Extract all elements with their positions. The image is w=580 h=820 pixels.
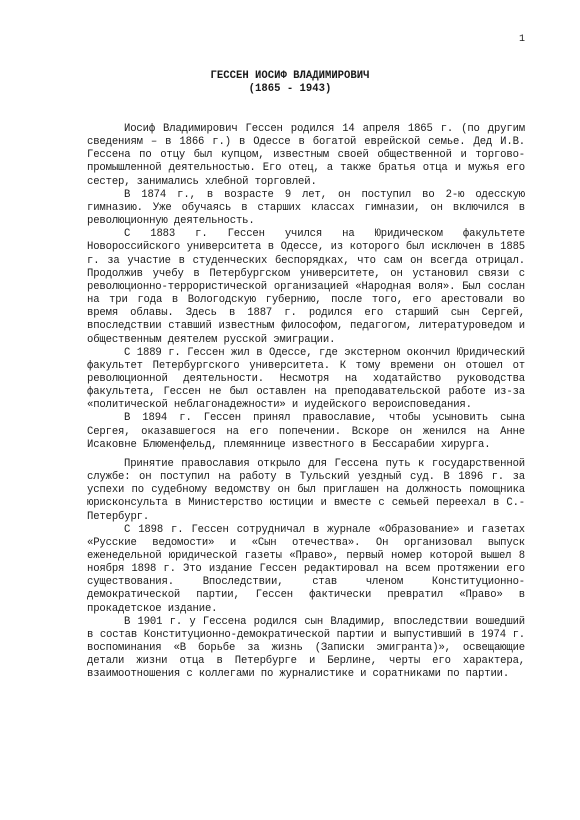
paragraph-2: В 1874 г., в возрасте 9 лет, он поступил во 2-ю одесскую гимназию. Уже обучаясь в старших классах гимназии, он включился в революционную деятельность. [87,188,525,228]
paragraph-1: Иосиф Владимирович Гессен родился 14 апреля 1865 г. (по другим сведениям – в 1866 г.) в Одессе в богатой еврейской семье. Дед И.В. Гессена по отцу был купцом, известным своей общественной и торгово-промышленной деятельностью. Его отец, а также братья отца и мужья его сестер, занимались хлебной торговлей. [87,123,525,188]
paragraph-4: С 1889 г. Гессен жил в Одессе, где экстерном окончил Юридический факультет Петербургского университета. К тому времени он отошел от революционной деятельности. Несмотря на ходатайство руководства факультета, Гессен не был оставлен на преподавательской работе из-за «политической неблагонадежности» и иудейского вероисповедания. [87,346,525,412]
paragraph-8: В 1901 г. у Гессена родился сын Владимир, впоследствии вошедший в состав Конституционно-демократической партии и выпустивший в 1974 г. воспоминания «В борьбе за жизнь (Записки эмигранта)», освещающие детали жизни отца в Петербурге и Берлине, черты его характера, взаимоотношения с коллегами по журналистике и соратниками по партии. [87,615,525,681]
document-body [87,123,525,682]
paragraph-5: В 1894 г. Гессен принял православие, чтобы усыновить сына Сергея, оказавшегося на его попечении. Вскоре он женился на Анне Исаковне Блюменфельд, племяннице известного в Бессарабии хирурга. [87,412,525,451]
page-number: 1 [518,34,525,45]
paragraph-7: С 1898 г. Гессен сотрудничал в журнале «Образование» и газетах «Русские ведомости» и «Сын отечества». Он организовал выпуск еженедельной юридической газеты «Право», первый номер которой вышел 8 ноября 1898 г. Это издание Гессен редактировал на всем протяжении его существования. Впоследствии, став членом Конституционно-демократической партии, Гессен фактически превратил «Право» в прокадетское издание. [87,523,525,615]
paragraph-3: С 1883 г. Гессен учился на Юридическом факультете Новороссийского университета в Одессе, из которого был исключен в 1885 г. за участие в студенческих беспорядках, что сам он всегда отрицал. Продолжив учебу в Петербургском университете, он установил связи с революционно-террористической организацией «Народная воля». Был сослан на три года в Вологодскую губернию, после того, его арестовали во время облавы. Здесь в 1887 г. родился его старший сын Сергей, впоследствии ставший известным философом, педагогом, литературоведом и общественным деятелем русской эмиграции. [87,228,525,346]
title-years: (1865 - 1943) [248,83,332,95]
document-title [0,70,580,96]
paragraph-6: Принятие православия открыло для Гессена путь к государственной службе: он поступил на работу в Тульский уездный суд. В 1896 г. за успехи по судебному ведомству он был приглашен на должность помощника юрисконсульта в Министерство юстиции и вместе с семьей переехал в С.-Петербург. [87,457,525,523]
title-name: ГЕССЕН ИОСИФ ВЛАДИМИРОВИЧ [210,70,370,82]
